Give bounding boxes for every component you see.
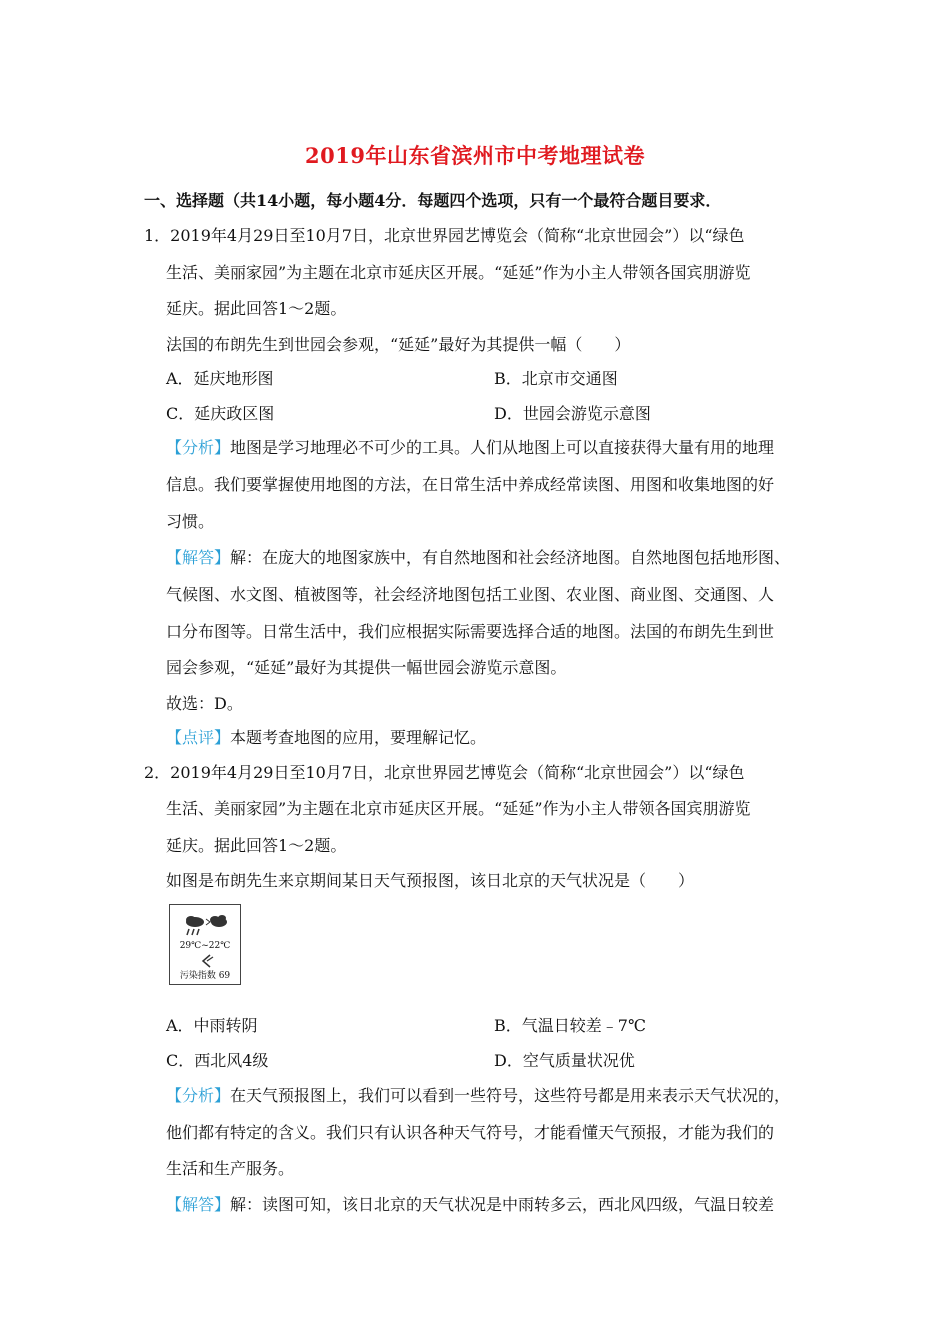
q1-analysis-line-2: 信息。我们要掌握使用地图的方法，在日常生活中养成经常读图、用图和收集地图的好 — [166, 475, 775, 494]
analysis-text: 在天气预报图上，我们可以看到一些符号，这些符号都是用来表示天气状况的， — [230, 1086, 791, 1105]
q2-analysis-line-2: 他们都有特定的含义。我们只有认识各种天气符号，才能看懂天气预报，才能为我们的 — [166, 1123, 775, 1142]
q2-question: 如图是布朗先生来京期间某日天气预报图，该日北京的天气状况是（ ） — [166, 871, 695, 890]
q1-stem-line-2: 生活、美丽家园”为主题在北京市延庆区开展。“延延”作为小主人带领各国宾朋游览 — [166, 263, 751, 282]
q1-option-a: A．延庆地形图 — [166, 369, 274, 388]
analysis-tag: 【分析】 — [166, 1086, 231, 1105]
q1-stem-line-3: 延庆。据此回答1～2题。 — [166, 299, 347, 318]
q2-stem-line-1: 2．2019年4月29日至10月7日，北京世界园艺博览会（简称“北京世园会”）以“绿色 — [144, 763, 745, 782]
q2-stem-line-3: 延庆。据此回答1～2题。 — [166, 836, 347, 855]
comment-tag: 【点评】 — [166, 728, 231, 747]
q1-analysis-line-1 — [166, 438, 774, 458]
analysis-tag: 【分析】 — [166, 438, 231, 457]
q2-option-d: D．空气质量状况优 — [494, 1051, 635, 1070]
section-heading: 一、选择题（共14小题，每小题4分．每题四个选项，只有一个最符合题目要求． — [144, 191, 722, 210]
q1-option-b: B．北京市交通图 — [494, 369, 618, 388]
q2-option-c: C．西北风4级 — [166, 1051, 269, 1070]
rain-to-cloudy-icon — [184, 913, 228, 943]
q2-answer-line-1 — [166, 1195, 774, 1215]
weather-forecast-card — [169, 904, 241, 985]
answer-text: 解：读图可知，该日北京的天气状况是中雨转多云，西北风四级，气温日较差 — [230, 1195, 775, 1214]
wind-symbol-icon — [200, 953, 214, 973]
q2-stem-line-2: 生活、美丽家园”为主题在北京市延庆区开展。“延延”作为小主人带领各国宾朋游览 — [166, 799, 751, 818]
q1-stem-line-1: 1．2019年4月29日至10月7日，北京世界园艺博览会（简称“北京世园会”）以“绿色 — [144, 226, 745, 245]
analysis-text: 地图是学习地理必不可少的工具。人们从地图上可以直接获得大量有用的地理 — [230, 438, 775, 457]
q1-question: 法国的布朗先生到世园会参观，“延延”最好为其提供一幅（ ） — [166, 335, 631, 354]
answer-tag: 【解答】 — [166, 1195, 231, 1214]
page-title: 2019年山东省滨州市中考地理试卷 — [305, 143, 645, 168]
q1-option-c: C．延庆政区图 — [166, 404, 275, 423]
q1-answer-line-2: 气候图、水文图、植被图等，社会经济地图包括工业图、农业图、商业图、交通图、人 — [166, 585, 775, 604]
q2-analysis-line-1 — [166, 1086, 790, 1106]
q1-comment — [166, 728, 486, 748]
temperature-range: 29℃~22℃ — [179, 941, 231, 951]
q1-option-d: D．世园会游览示意图 — [494, 404, 651, 423]
q2-option-a: A．中雨转阴 — [166, 1016, 258, 1035]
pollution-index: 污染指数 69 — [179, 971, 231, 981]
comment-text: 本题考查地图的应用，要理解记忆。 — [230, 728, 487, 747]
answer-text: 解：在庞大的地图家族中，有自然地图和社会经济地图。自然地图包括地形图、 — [230, 548, 791, 567]
q2-analysis-line-3: 生活和生产服务。 — [166, 1159, 295, 1178]
q1-answer-line-4: 园会参观，“延延”最好为其提供一幅世园会游览示意图。 — [166, 658, 567, 677]
q1-analysis-line-3: 习惯。 — [166, 512, 215, 531]
answer-tag: 【解答】 — [166, 548, 231, 567]
q1-answer-line-3: 口分布图等。日常生活中，我们应根据实际需要选择合适的地图。法国的布朗先生到世 — [166, 622, 775, 641]
q1-answer-line-1 — [166, 548, 790, 568]
q2-option-b: B．气温日较差﹣7℃ — [494, 1016, 646, 1035]
q1-choice: 故选：D。 — [166, 694, 243, 713]
